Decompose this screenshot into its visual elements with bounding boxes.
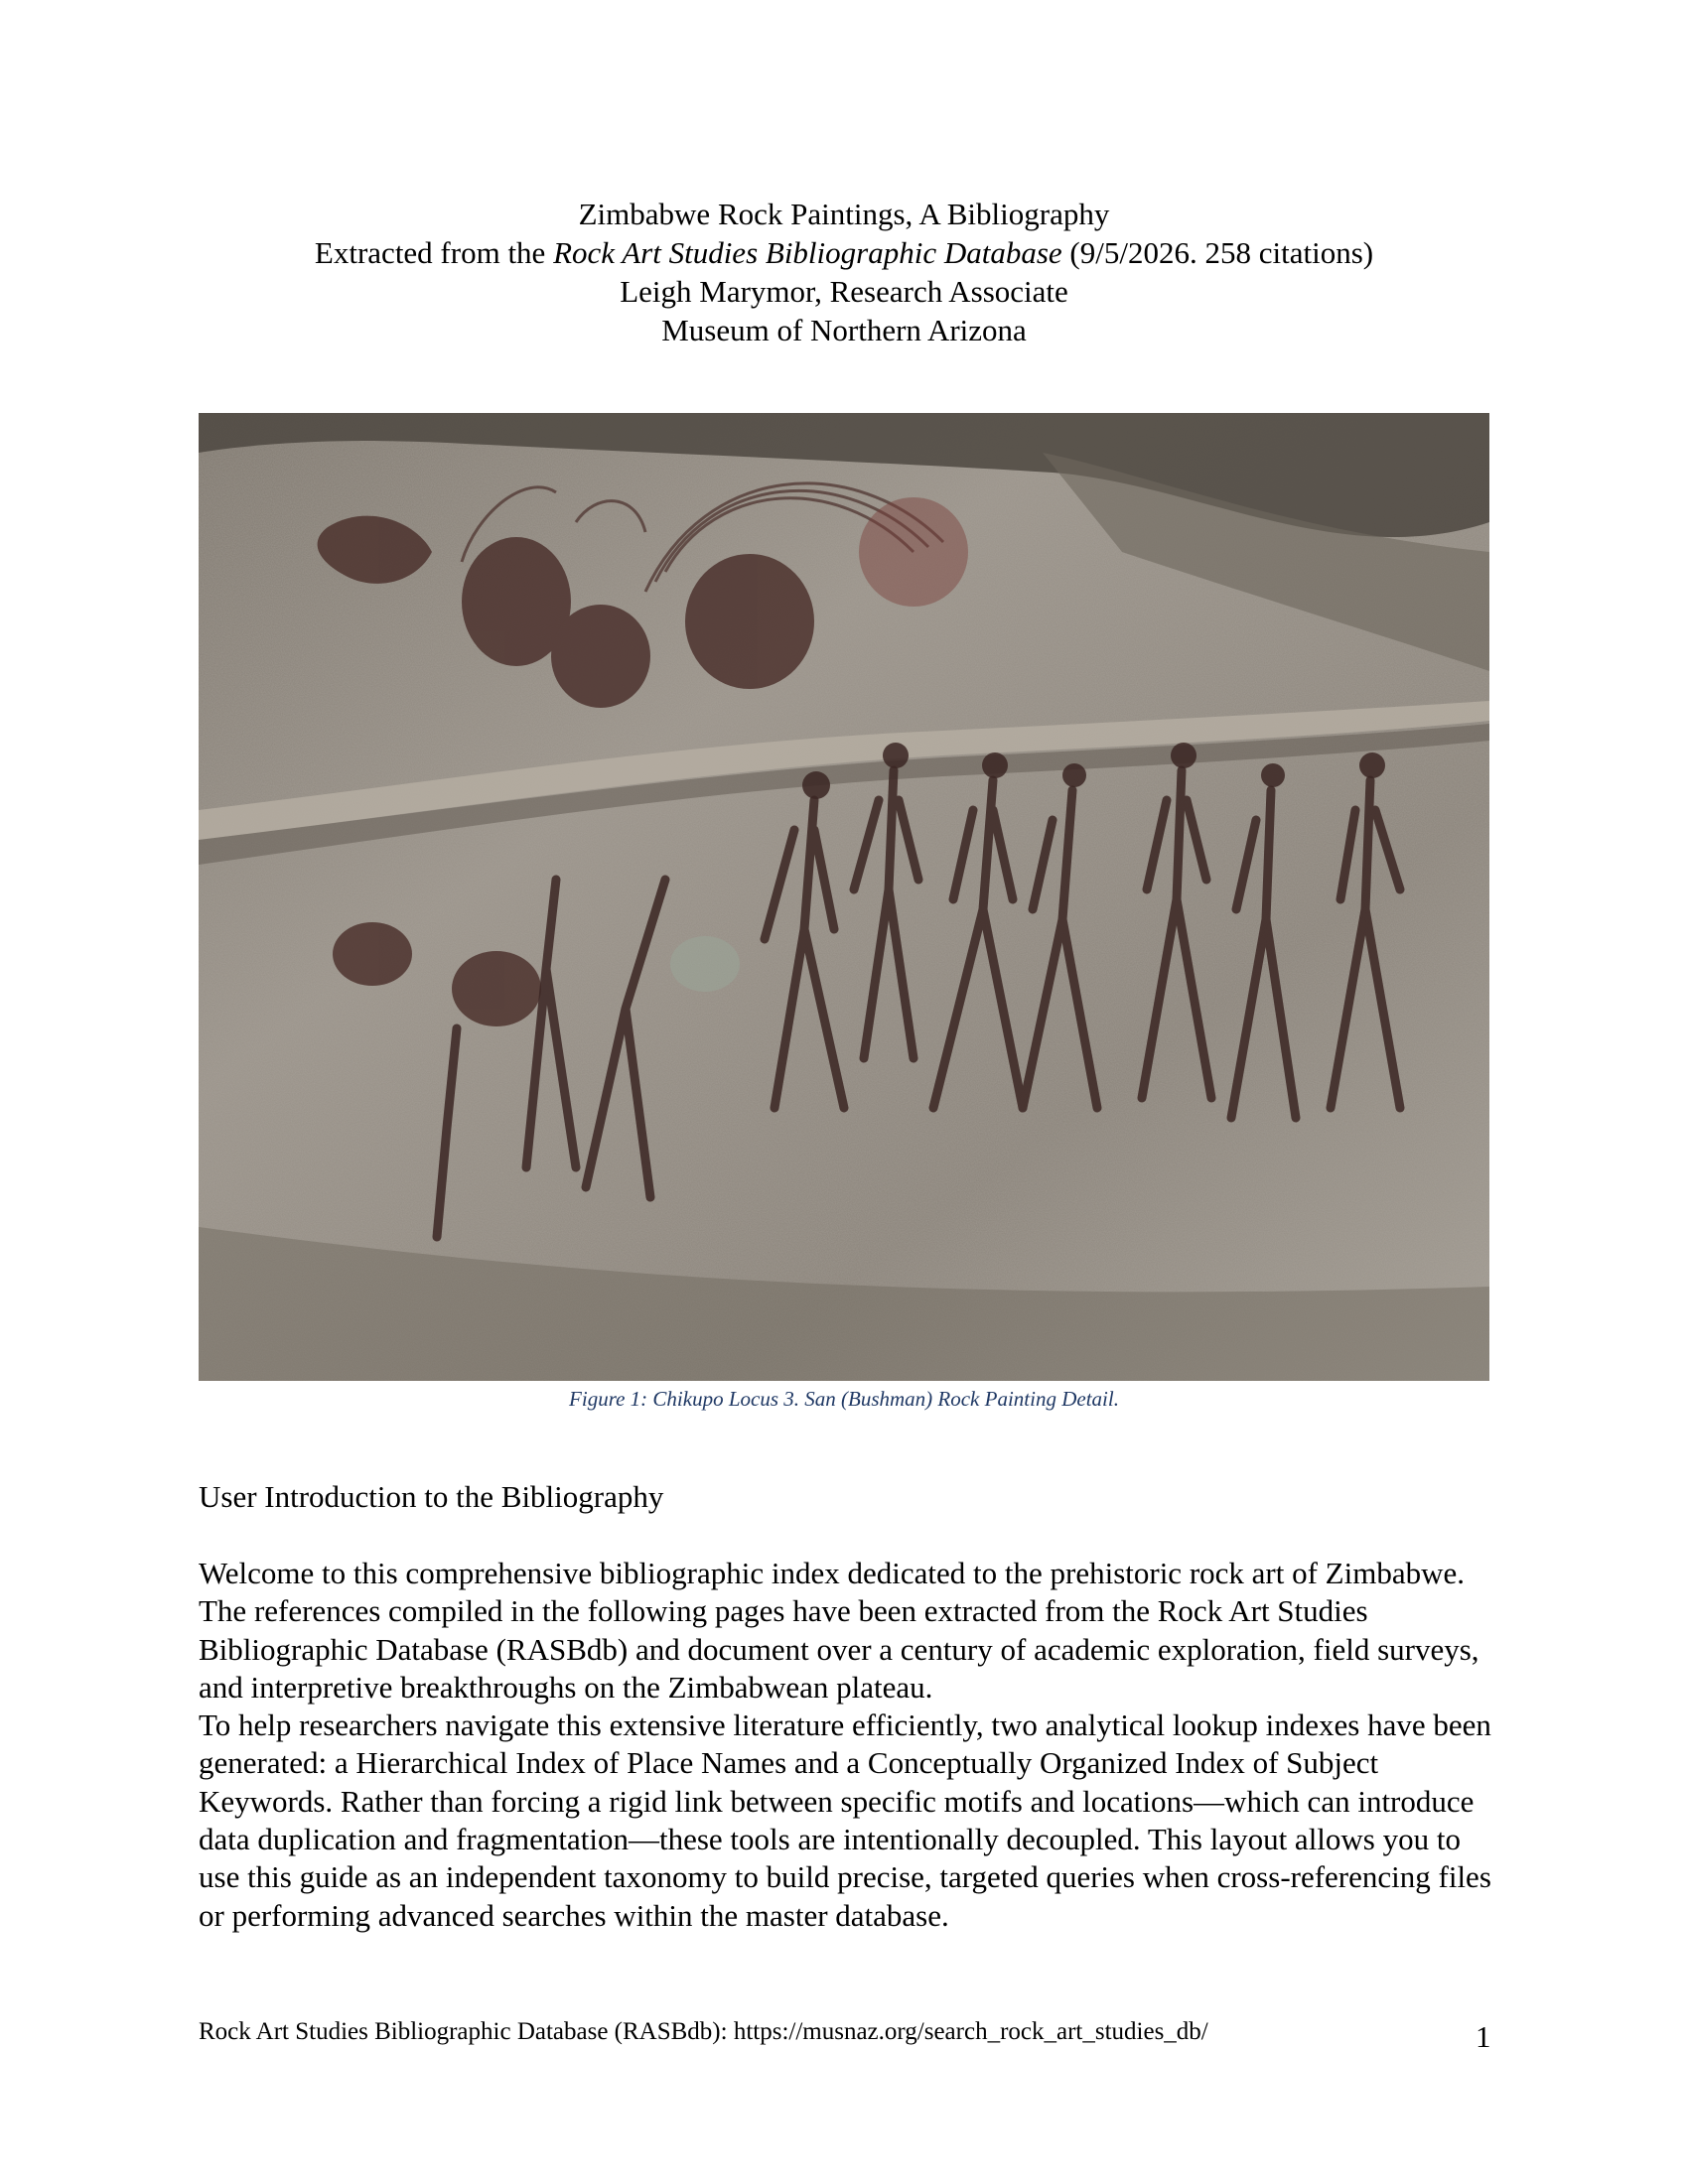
page-number: 1 [1476,2019,1491,2054]
document-header [0,195,1688,349]
figure-caption: Figure 1: Chikupo Locus 3. San (Bushman) Rock Painting Detail. [569,1387,1119,1411]
rock-painting-illustration [199,413,1489,1381]
intro-paragraph-1: Welcome to this comprehensive bibliographic index dedicated to the prehistoric rock art of Zimbabwe. The references compiled in the following pages have been extracted from the Rock Art Studies Bibliographic Database (RASBdb) and document over a century of academic exploration, field surveys, and interpretive breakthroughs on the Zimbabwean plateau. [199,1556,1479,1705]
intro-paragraph-2: To help researchers navigate this extensive literature efficiently, two analytical lookup indexes have been generated: a Hierarchical Index of Place Names and a Conceptually Organized Index of Subject Keywords. Rather than forcing a rigid link between specific motifs and locations—which can introduce data duplication and fragmentation—these tools are intentionally decoupled. This layout allows you to use this guide as an independent taxonomy to build precise, targeted queries when cross-referencing files or performing advanced searches within the master database. [199,1707,1491,1933]
extracted-suffix: (9/5/2026. 258 citations) [1061,235,1374,270]
page-footer: Rock Art Studies Bibliographic Database (RASBdb): https://musnaz.org/search_rock_art_studies_db/ [199,2018,1208,2045]
section-heading: User Introduction to the Bibliography [199,1479,664,1514]
institution-line: Museum of Northern Arizona [661,313,1027,347]
introduction-body [199,1555,1499,1935]
document-title: Zimbabwe Rock Paintings, A Bibliography [578,197,1110,231]
rock-painting-photo [199,413,1489,1381]
extracted-prefix: Extracted from the [314,235,554,270]
extraction-line [0,233,1688,272]
author-line: Leigh Marymor, Research Associate [620,274,1068,309]
database-name: Rock Art Studies Bibliographic Database [553,235,1062,270]
